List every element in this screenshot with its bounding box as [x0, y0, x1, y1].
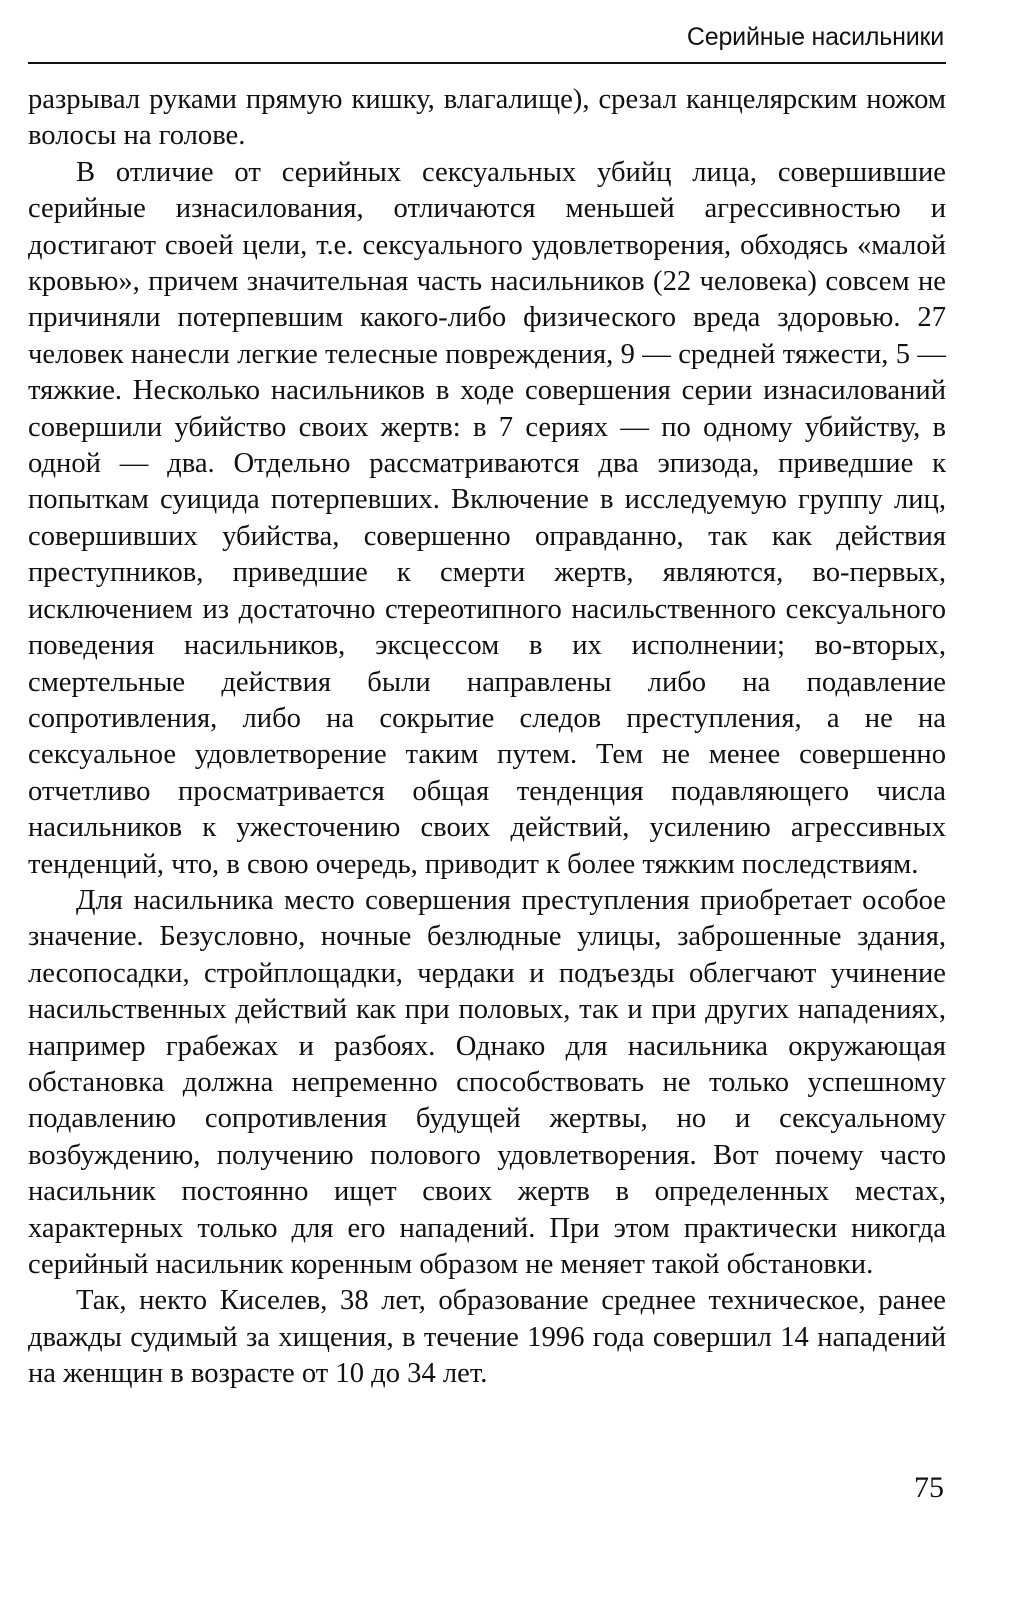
book-page	[28, 20, 946, 1580]
paragraph: В отличие от серийных сексуальных убийц лица, совершившие серийные изнасилования, отличаются меньшей агрессивностью и достигают своей цели, т.е. сексуального удовлетворения, обходясь «малой кровью», причем значительная часть насильников (22 человека) совсем не причиняли потерпевшим какого-либо физического вреда здоровью. 27 человек нанесли легкие телесные повреждения, 9 — средней тяжести, 5 — тяжкие. Несколько насильников в ходе совершения серии изнасилований совершили убийство своих жертв: в 7 сериях — по одному убийству, в одной — два. Отдельно рассматриваются два эпизода, приведшие к попыткам суицида потерпевших. Включение в исследуемую группу лиц, совершивших убийства, совершенно оправданно, так как действия преступников, приведшие к смерти жертв, являются, во-первых, исключением из достаточно стереотипного насильственного сексуального поведения насильников, эксцессом в их исполнении; во-вторых, смертельные действия были направлены либо на подавление сопротивления, либо на сокрытие следов преступления, а не на сексуальное удовлетворение таким путем. Тем не менее совершенно отчетливо просматривается общая тенденция подавляющего числа насильников к ужесточению своих действий, усилению агрессивных тенденций, что, в свою очередь, приводит к более тяжким последствиям.	[28, 156, 946, 880]
running-header-title: Серийные насильники	[686, 23, 944, 51]
paragraph: Так, некто Киселев, 38 лет, образование среднее техническое, ранее дважды судимый за хищения, в течение 1996 года совершил 14 нападений на женщин в возрасте от 10 до 34 лет.	[28, 1285, 946, 1390]
paragraph: Для насильника место совершения преступления приобретает особое значение. Безусловно, ночные безлюдные улицы, заброшенные здания, лесопосадки, стройплощадки, чердаки и подъезды облегчают учинение насильственных действий как при половых, так и при других нападениях, например грабежах и разбоях. Однако для насильника окружающая обстановка должна непременно способствовать не только успешному подавлению сопротивления будущей жертвы, но и сексуальному возбуждению, получению полового удовлетворения. Вот почему часто насильник постоянно ищет своих жертв в определенных местах, характерных только для его нападений. При этом практически никогда серийный насильник коренным образом не меняет такой обстановки.	[28, 884, 946, 1280]
page-number: 75	[914, 1471, 944, 1504]
body-text	[28, 82, 946, 1393]
header-rule	[28, 62, 946, 64]
paragraph-continuation: разрывал руками прямую кишку, влагалище), срезал канцелярским ножом волосы на голове.	[28, 84, 946, 152]
